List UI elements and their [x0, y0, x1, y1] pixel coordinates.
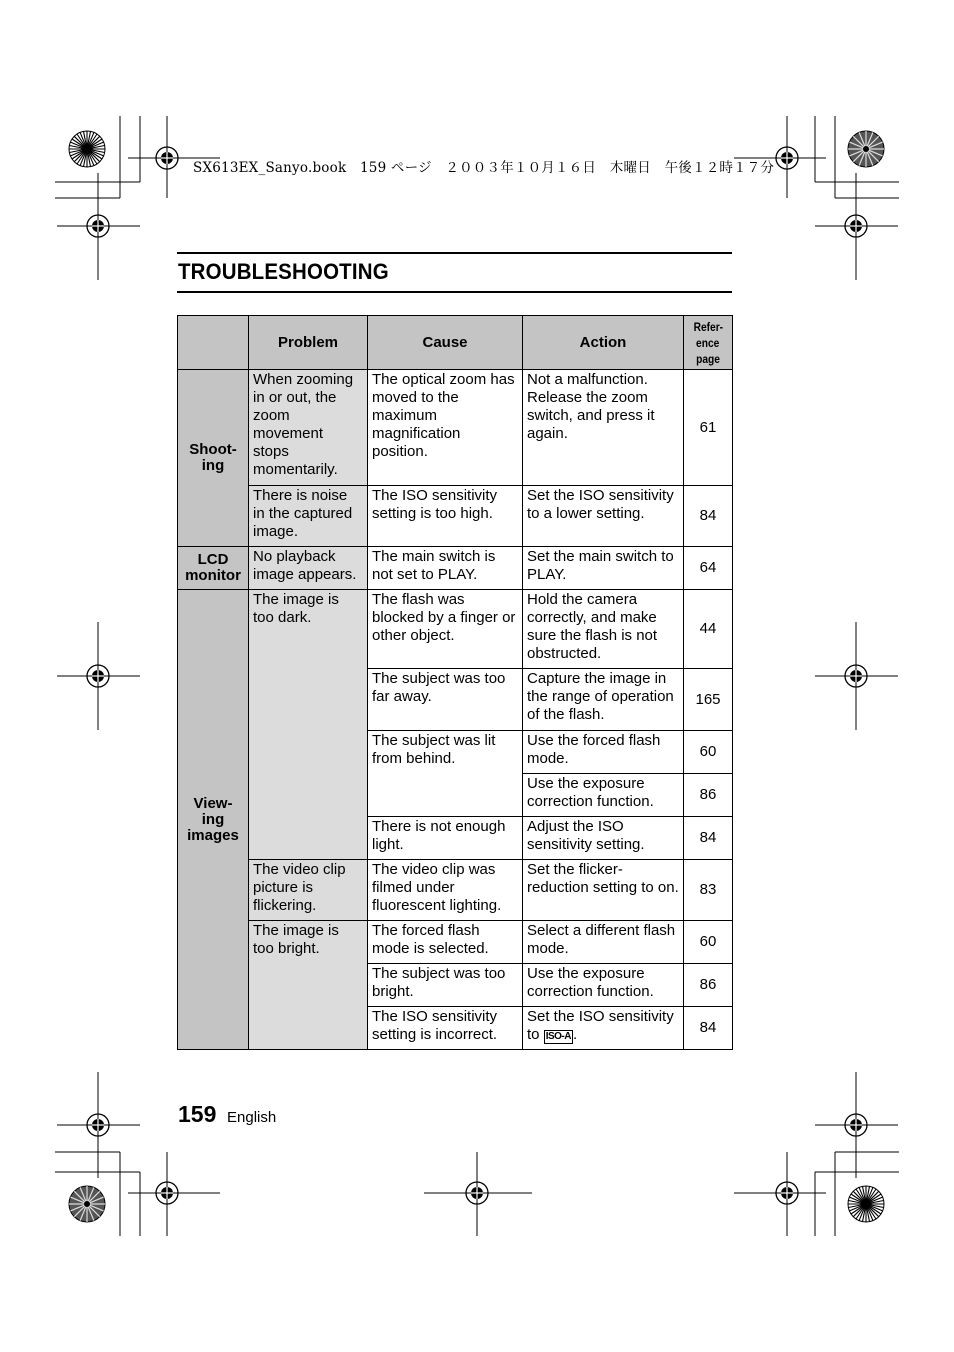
action-cell: Capture the image in the range of operation of the flash.: [523, 669, 684, 731]
print-header-line: SX613EX_Sanyo.book 159 ページ ２００３年１０月１６日 木曜日 午後１２時１７分: [193, 160, 775, 176]
problem-cell: No playback image appears.: [249, 547, 368, 590]
action-cell: Use the exposure correction function.: [523, 774, 684, 817]
action-cell: Set the ISO sensitivity to a lower setting.: [523, 486, 684, 547]
action-cell: Adjust the ISO sensitivity setting.: [523, 817, 684, 860]
cause-cell: The video clip was filmed under fluorescent lighting.: [368, 860, 523, 921]
page-number: 159: [178, 1101, 217, 1127]
page-language: English: [227, 1109, 277, 1126]
action-cell: Use the forced flash mode.: [523, 731, 684, 774]
ref-cell: 64: [684, 547, 733, 590]
action-cell: Use the exposure correction function.: [523, 964, 684, 1007]
action-cell: [523, 1007, 684, 1050]
category-viewing-line3: images: [187, 826, 239, 844]
category-viewing-line2: ing: [201, 810, 225, 828]
action-cell: Set the main switch to PLAY.: [523, 547, 684, 590]
ref-cell: 86: [684, 774, 733, 817]
problem-cell: The image is too bright.: [249, 921, 368, 1050]
category-lcd-line2: monitor: [185, 567, 241, 584]
header-cause: Cause: [368, 316, 523, 370]
action-text: Set the ISO sensitivity to: [527, 1008, 674, 1043]
category-shooting-line1: Shoot-: [189, 441, 237, 458]
action-text-end: .: [572, 1026, 578, 1043]
cause-cell: The subject was too far away.: [368, 669, 523, 731]
ref-cell: 61: [684, 370, 733, 486]
action-cell: Not a malfunction. Release the zoom switch, and press it again.: [523, 370, 684, 486]
cause-cell: The optical zoom has moved to the maximum magnification position.: [368, 370, 523, 486]
ref-cell: 44: [684, 590, 733, 669]
cause-cell: The flash was blocked by a finger or other object.: [368, 590, 523, 669]
cause-cell: There is not enough light.: [368, 817, 523, 860]
table-row: [178, 370, 733, 486]
table-row: [178, 547, 733, 590]
ref-cell: 60: [684, 921, 733, 964]
category-shooting-line2: ing: [201, 457, 225, 474]
action-cell: Hold the camera correctly, and make sure the flash is not obstructed.: [523, 590, 684, 669]
category-viewing-images: [178, 590, 249, 1050]
action-cell: Set the flicker-reduction setting to on.: [523, 860, 684, 921]
category-lcd-line1: LCD: [197, 551, 229, 568]
iso-auto-icon: ISO-A: [545, 1031, 571, 1042]
header-ref-line1: Refer-: [693, 319, 723, 334]
cause-cell: The subject was lit from behind.: [368, 731, 523, 817]
cause-cell: The subject was too bright.: [368, 964, 523, 1007]
category-viewing-line1: View-: [193, 794, 233, 812]
problem-cell: The image is too dark.: [249, 590, 368, 860]
ref-cell: 86: [684, 964, 733, 1007]
troubleshooting-table: [177, 315, 733, 1050]
title-rule-top: [177, 252, 732, 254]
cause-cell: The main switch is not set to PLAY.: [368, 547, 523, 590]
cause-cell: The forced flash mode is selected.: [368, 921, 523, 964]
ref-cell: 84: [684, 817, 733, 860]
table-row: [178, 486, 733, 547]
category-lcd-monitor: [178, 547, 249, 590]
table-row: [178, 590, 733, 669]
ref-cell: 60: [684, 731, 733, 774]
ref-cell: 83: [684, 860, 733, 921]
problem-cell: There is noise in the captured image.: [249, 486, 368, 547]
table-row: [178, 921, 733, 964]
header-ref-line2: ence: [696, 335, 720, 350]
header-problem: Problem: [249, 316, 368, 370]
table-row: [178, 860, 733, 921]
ref-cell: 165: [684, 669, 733, 731]
cause-cell: The ISO sensitivity setting is too high.: [368, 486, 523, 547]
problem-cell: The video clip picture is flickering.: [249, 860, 368, 921]
header-action: Action: [523, 316, 684, 370]
ref-cell: 84: [684, 1007, 733, 1050]
problem-cell: When zooming in or out, the zoom movement stops momentarily.: [249, 370, 368, 486]
category-shooting: [178, 370, 249, 547]
header-ref-line3: page: [696, 351, 720, 366]
title-rule-bottom: [177, 291, 732, 293]
ref-cell: 84: [684, 486, 733, 547]
cause-cell: The ISO sensitivity setting is incorrect.: [368, 1007, 523, 1050]
table-header-row: [178, 316, 733, 370]
section-title: TROUBLESHOOTING: [178, 259, 389, 284]
header-category-blank: [178, 316, 249, 370]
action-cell: Select a different flash mode.: [523, 921, 684, 964]
header-reference-page: [684, 316, 733, 370]
